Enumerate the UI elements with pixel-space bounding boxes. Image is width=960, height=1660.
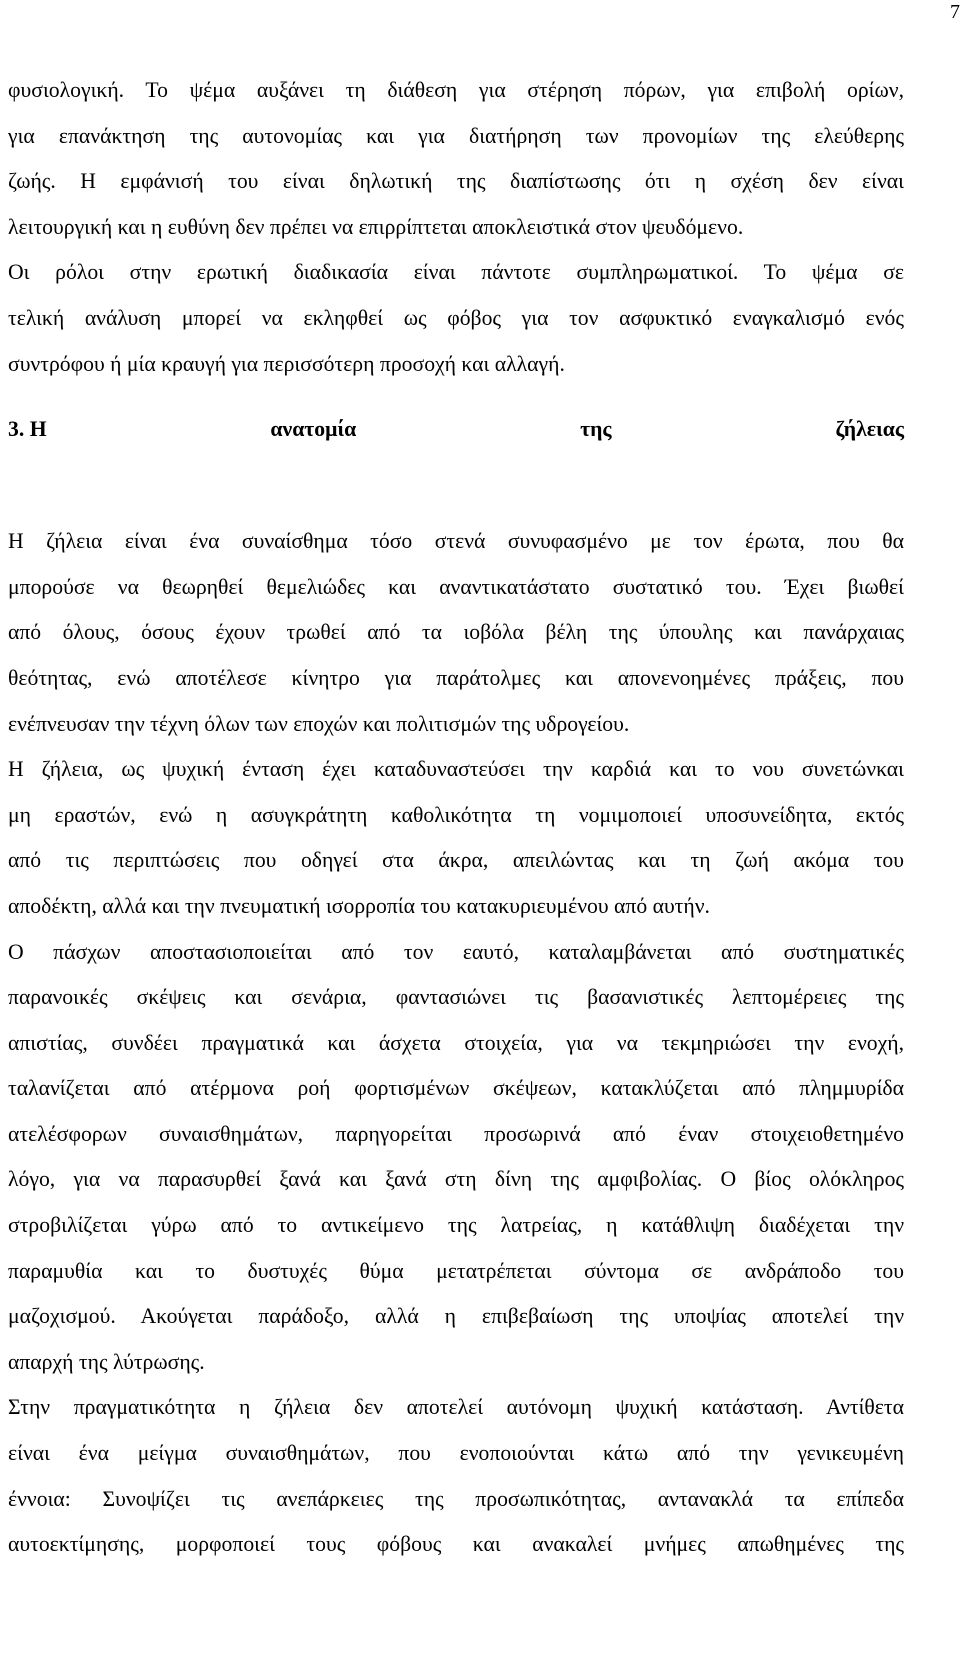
page-number: 7 xyxy=(950,1,960,23)
text-line: μη εραστών, ενώ η ασυγκράτητη καθολικότητα τη νομιμοποιεί υποσυνείδητα, εκτός xyxy=(8,802,904,827)
text-line: συντρόφου ή μία κραυγή για περισσότερη προσοχή και αλλαγή. xyxy=(8,351,565,376)
text-line: μαζοχισμού. Ακούγεται παράδοξο, αλλά η επιβεβαίωση της υποψίας αποτελεί την xyxy=(8,1304,904,1329)
text-line: είναι ένα μείγμα συναισθημάτων, που ενοποιούνται κάτω από την γενικευμένη xyxy=(8,1441,904,1466)
section-heading-word: Η xyxy=(29,417,47,442)
text-line: απιστίας, συνδέει πραγματικά και άσχετα στοιχεία, για να τεκμηριώσει την ενοχή, xyxy=(8,1030,904,1055)
section-heading-word: ανατομία xyxy=(270,417,357,442)
text-line: Ο πάσχων αποστασιοποιείται από τον εαυτό, καταλαμβάνεται από συστηματικές xyxy=(8,939,904,964)
text-line: ατελέσφορων συναισθημάτων, παρηγορείται προσωρινά από έναν στοιχειοθετημένο xyxy=(8,1121,904,1146)
text-line: στροβιλίζεται γύρω από το αντικείμενο της λατρείας, η κατάθλιψη διαδέχεται την xyxy=(8,1213,904,1238)
text-line: Η ζήλεια, ως ψυχική ένταση έχει καταδυναστεύσει την καρδιά και το νου συνετώνκαι xyxy=(8,757,904,782)
text-line: ζωής. Η εμφάνισή του είναι δηλωτική της διαπίστωσης ότι η σχέση δεν είναι xyxy=(8,169,904,194)
section-heading-word: ζήλειας xyxy=(835,417,904,442)
text-line: παρανοικές σκέψεις και σενάρια, φαντασιώνει τις βασανιστικές λεπτομέρειες της xyxy=(8,985,904,1010)
paragraph xyxy=(8,1385,904,1567)
text-line: μπορούσε να θεωρηθεί θεμελιώδες και αναντικατάστατο συστατικό του. Έχει βιωθεί xyxy=(8,574,904,599)
text-line: θεότητας, ενώ αποτέλεσε κίνητρο για παράτολμες και απονενοημένες πράξεις, που xyxy=(8,665,904,690)
text-line: τελική ανάλυση μπορεί να εκληφθεί ως φόβος για τον ασφυκτικό εναγκαλισμό ενός xyxy=(8,305,904,330)
text-line: ενέπνευσαν την τέχνη όλων των εποχών και πολιτισμών της υδρογείου. xyxy=(8,711,630,736)
text-line: απαρχή της λύτρωσης. xyxy=(8,1349,205,1374)
text-line: από όλους, όσους έχουν τρωθεί από τα ιοβόλα βέλη της ύπουλης και πανάρχαιας xyxy=(8,620,904,645)
text-line: Οι ρόλοι στην ερωτική διαδικασία είναι πάντοτε συμπληρωματικοί. Το ψέμα σε xyxy=(8,260,904,285)
section-number: 3. xyxy=(8,417,25,442)
text-line: Η ζήλεια είναι ένα συναίσθημα τόσο στενά συνυφασμένο με τον έρωτα, που θα xyxy=(8,529,904,554)
section-heading-word: της xyxy=(580,417,612,442)
text-line: ταλανίζεται από ατέρμονα ροή φορτισμένων σκέψεων, κατακλύζεται από πλημμυρίδα xyxy=(8,1076,904,1101)
paragraph xyxy=(8,747,904,929)
text-line: αποδέκτη, αλλά και την πνευματική ισορροπία του κατακυριευμένου από αυτήν. xyxy=(8,893,710,918)
text-line: φυσιολογική. Το ψέμα αυξάνει τη διάθεση για στέρηση πόρων, για επιβολή ορίων, xyxy=(8,78,904,102)
heading-spacer xyxy=(8,449,904,519)
section-heading-word xyxy=(8,409,47,449)
intro-paragraph xyxy=(8,68,904,387)
text-line: έννοια: Συνοψίζει τις ανεπάρκειες της προσωπικότητας, αντανακλά τα επίπεδα xyxy=(8,1486,904,1511)
paragraph xyxy=(8,930,904,1386)
document-body xyxy=(8,68,904,1568)
text-line: για επανάκτηση της αυτονομίας και για διατήρηση των προνομίων της ελεύθερης xyxy=(8,123,904,148)
text-line: λειτουργική και η ευθύνη δεν πρέπει να επιρρίπτεται αποκλειστικά στον ψευδόμενο. xyxy=(8,214,744,239)
text-line: αυτοεκτίμησης, μορφοποιεί τους φόβους και ανακαλεί μνήμες απωθημένες της xyxy=(8,1532,904,1557)
text-line: παραμυθία και το δυστυχές θύμα μετατρέπεται σύντομα σε ανδράποδο του xyxy=(8,1258,904,1283)
paragraph xyxy=(8,519,904,747)
text-line: λόγο, για να παρασυρθεί ξανά και ξανά στη δίνη της αμφιβολίας. Ο βίος ολόκληρος xyxy=(8,1167,904,1192)
text-line: Στην πραγματικότητα η ζήλεια δεν αποτελεί αυτόνομη ψυχική κατάσταση. Αντίθετα xyxy=(8,1395,904,1420)
section-heading xyxy=(8,409,904,449)
text-line: από τις περιπτώσεις που οδηγεί στα άκρα, απειλώντας και τη ζωή ακόμα του xyxy=(8,848,904,873)
